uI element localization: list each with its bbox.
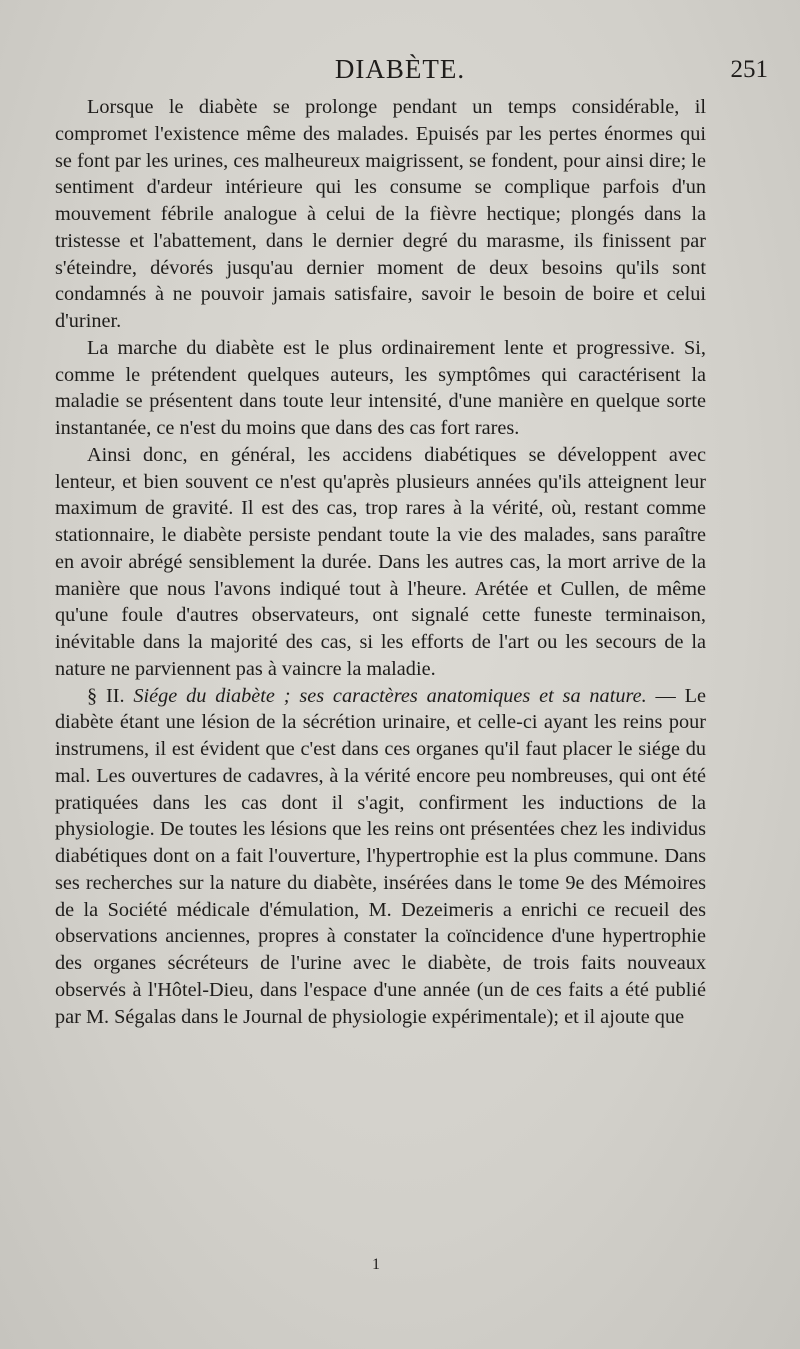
paragraph-2: La marche du diabète est le plus ordinairement lente et progressive. Si, comme le prétendent quelques auteurs, les symptômes qui caractérisent la maladie se présentent dans toute leur intensité, d'une manière en quelque sorte instantanée, ce n'est du moins que dans des cas fort rares. — [55, 336, 706, 439]
section-body: — Le diabète étant une lésion de la sécrétion urinaire, et celle-ci ayant les reins pour instrumens, il est évident que c'est dans ces organes qu'il faut placer le siége du mal. Les ouvertures de cadavres, à la vérité encore peu nombreuses, qui ont été pratiquées dans les cas dont il s'agit, confirment les inductions de la physiologie. De toutes les lésions que les reins ont présentées chez les individus diabétiques dont on a fait l'ouverture, l'hypertrophie est la plus commune. Dans ses recherches sur la nature du diabète, insérées dans le tome 9e des Mémoires de la Société médicale d'émulation, M. Dezeimeris a enrichi ce recueil des observations anciennes, propres à constater la coïncidence d'une hypertrophie des organes sécréteurs de l'urine avec le diabète, de trois faits nouveaux observés à l'Hôtel-Dieu, dans l'espace d'une année (un de ces faits a été publié par M. Ségalas dans le Journal de physiologie expérimentale); et il ajoute que — [55, 684, 707, 1028]
paragraph-3: Ainsi donc, en général, les accidens diabétiques se développent avec lenteur, et bien souvent ce n'est qu'après plusieurs années qu'ils atteignent leur maximum de gravité. Il est des cas, trop rares à la vérité, où, restant comme stationnaire, le diabète persiste pendant toute la vie des malades, sans paraître en avoir abrégé sensiblement la durée. Dans les autres cas, la mort arrive de la manière que nous l'avons indiqué tout à l'heure. Arétée et Cullen, de même qu'une foule d'autres observateurs, ont signalé cette funeste terminaison, inévitable dans la majorité des cas, si les efforts de l'art ou les secours de la nature ne parviennent pas à vaincre la maladie. — [55, 443, 706, 680]
section-paragraph — [55, 683, 706, 1031]
body-text — [55, 94, 706, 1030]
section-heading: Siége du diabète ; ses caractères anatomiques et sa nature. — [133, 684, 647, 707]
page-header — [0, 48, 800, 88]
running-title: DIABÈTE. — [334, 54, 466, 84]
signature-mark: 1 — [372, 1256, 380, 1273]
paragraph-1: Lorsque le diabète se prolonge pendant un temps considérable, il compromet l'existence même des malades. Epuisés par les pertes énormes qui se font par les urines, ces malheureux maigrissent, se fondent, pour ainsi dire; le sentiment d'ardeur intérieure qui les consume se complique parfois d'un mouvement fébrile analogue à celui de la fièvre hectique; plongés dans la tristesse et l'abattement, dans le dernier degré du marasme, ils finissent par s'éteindre, dévorés jusqu'au dernier moment de deux besoins qu'ils sont condamnés à ne pouvoir jamais satisfaire, savoir le besoin de boire et celui d'uriner. — [55, 96, 706, 332]
page-number: 251 — [730, 56, 768, 83]
section-number: § II. — [87, 684, 134, 707]
